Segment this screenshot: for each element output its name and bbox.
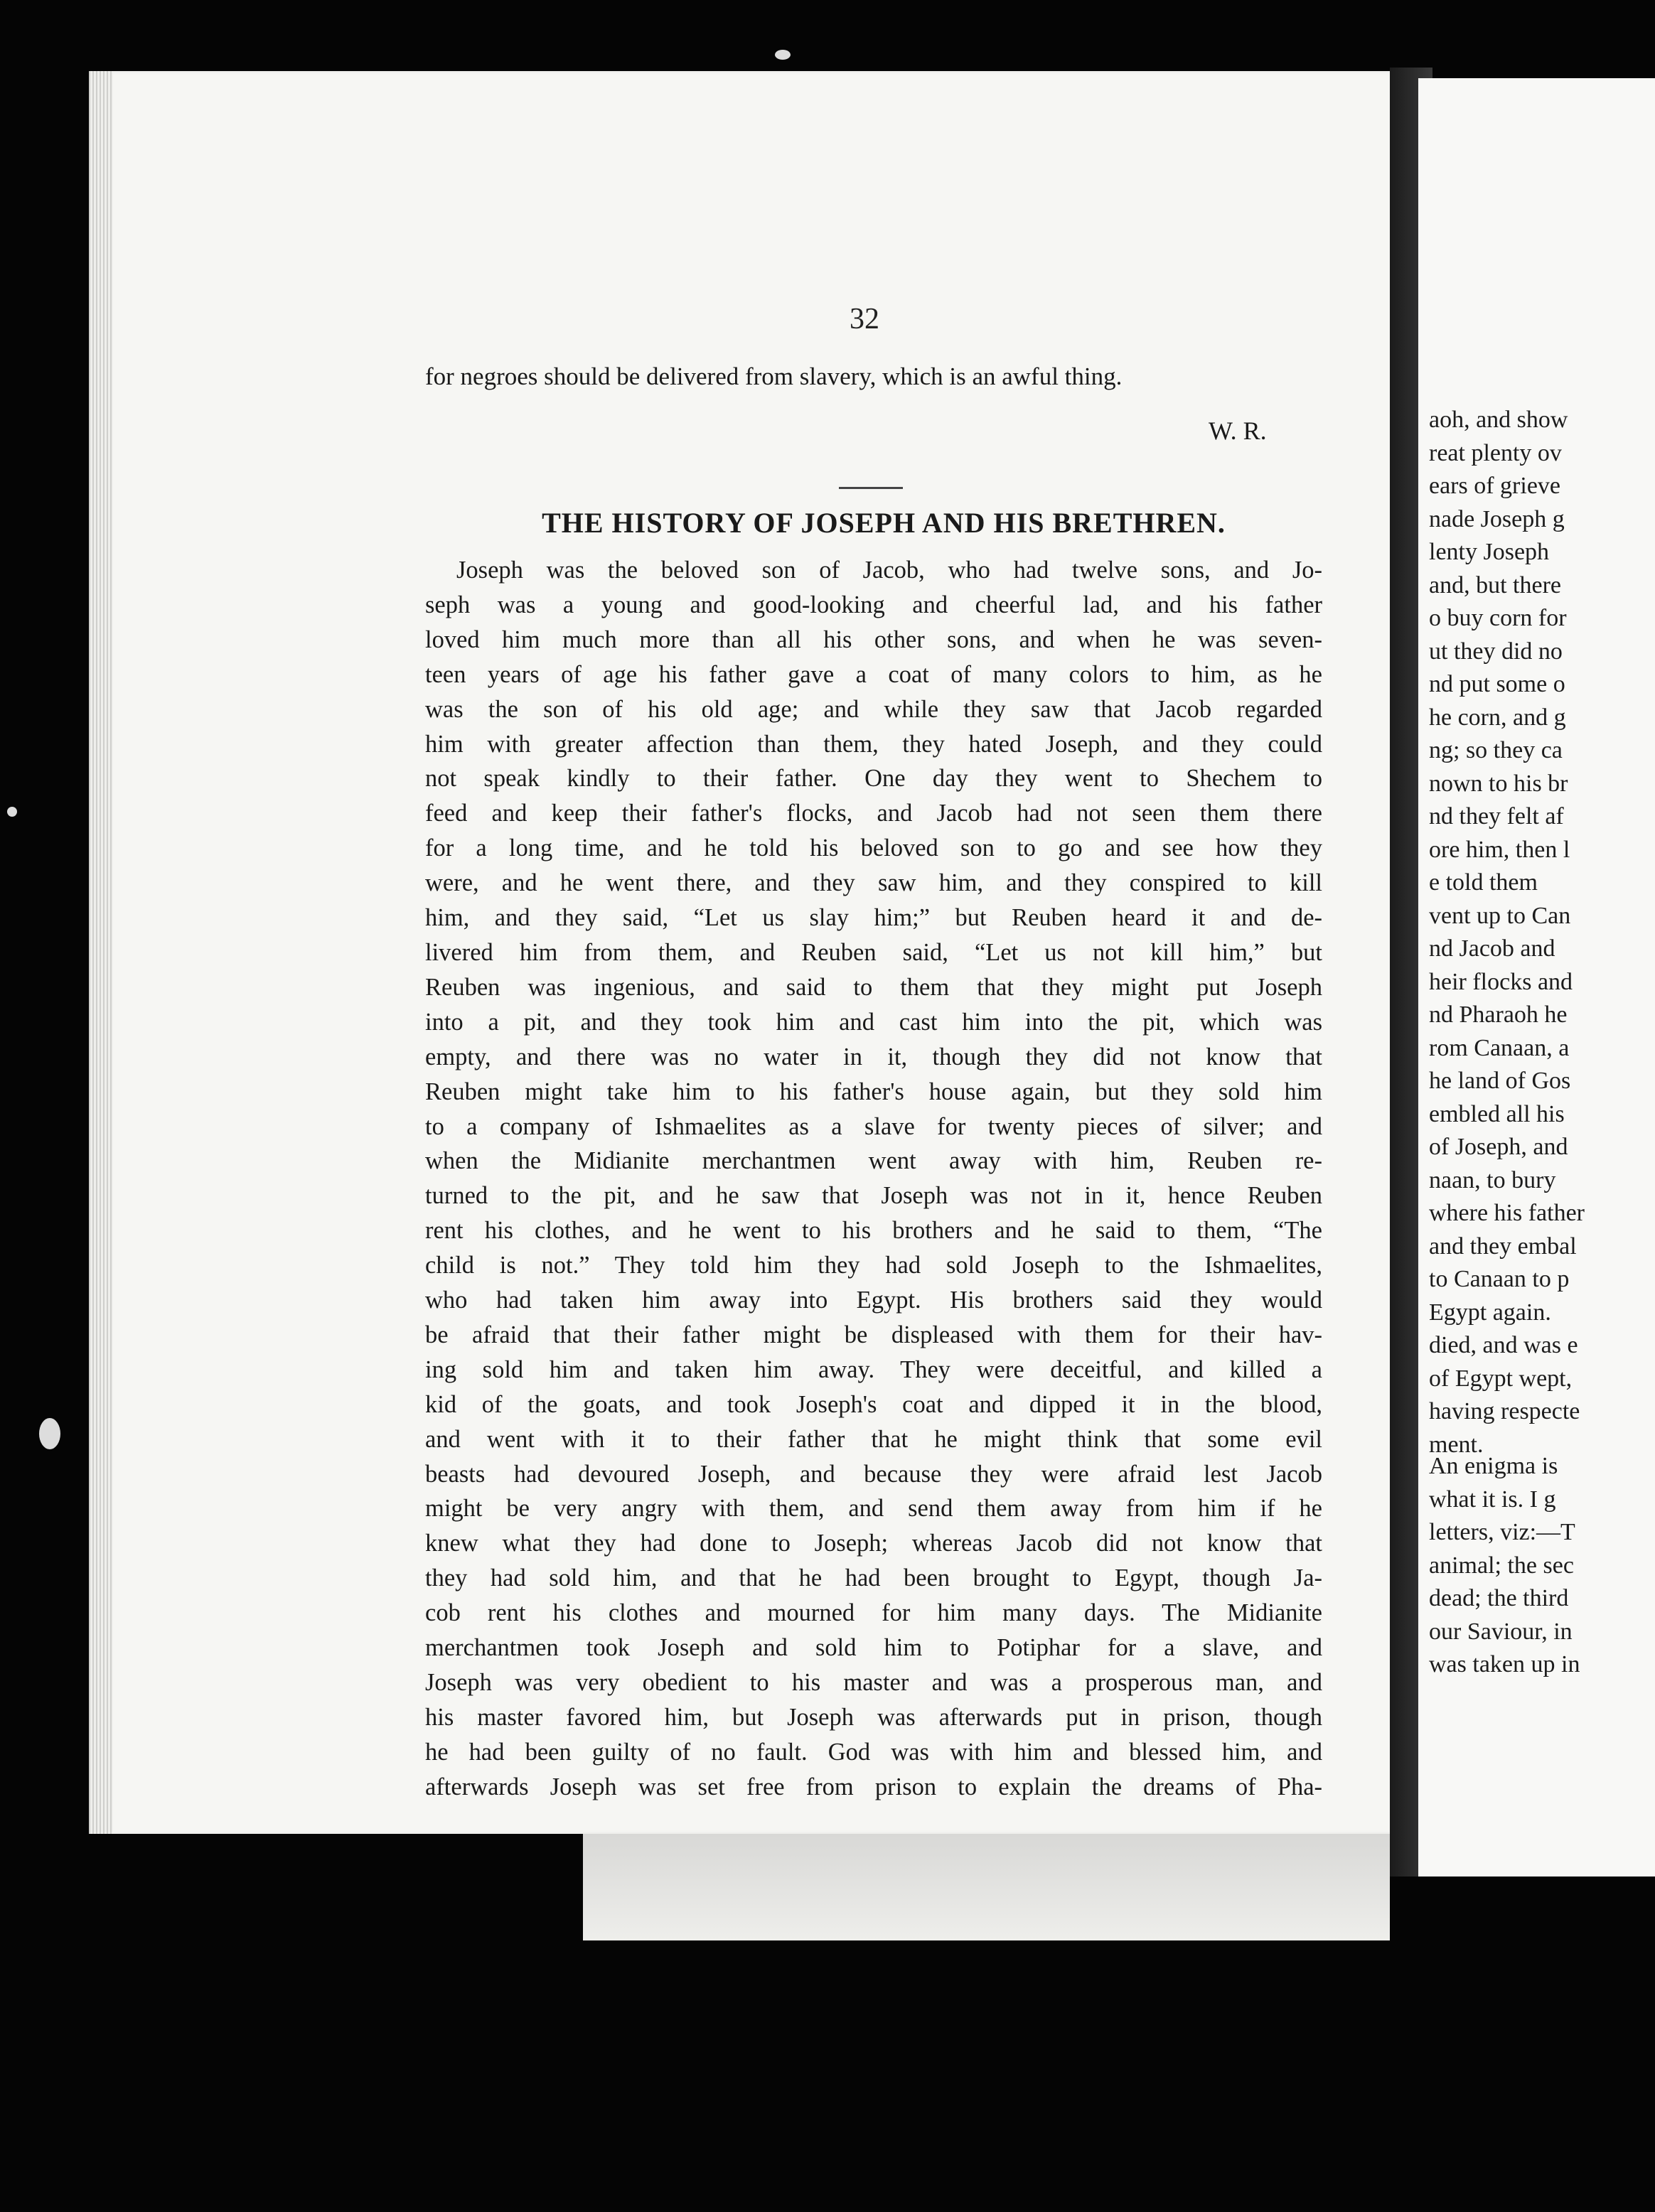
section-divider: [839, 487, 903, 489]
text-line: knew what they had done to Joseph; whereas Jacob did not know that: [425, 1530, 1322, 1557]
text-line: kid of the goats, and took Joseph's coat and dipped it in the blood,: [425, 1390, 1322, 1418]
text-line: dead; the third: [1429, 1585, 1569, 1611]
intro-paragraph: [425, 361, 1322, 392]
text-line: An enigma is: [1429, 1453, 1558, 1479]
text-line: lenty Joseph: [1429, 539, 1550, 565]
text-line: he corn, and g: [1429, 704, 1566, 731]
text-line: and they embal: [1429, 1233, 1577, 1260]
text-line: merchantmen took Joseph and sold him to Potiphar for a slave, and: [425, 1634, 1322, 1662]
text-line: cob rent his clothes and mourned for him many days. The Midianite: [425, 1599, 1322, 1627]
scan-speck: [775, 50, 791, 60]
text-line: naan, to bury: [1429, 1166, 1556, 1193]
text-line: letters, viz:—T: [1429, 1519, 1575, 1545]
text-line: what it is. I g: [1429, 1486, 1556, 1513]
text-line: who had taken him away into Egypt. His brothers said they would: [425, 1287, 1322, 1314]
text-line: nown to his br: [1429, 770, 1568, 797]
text-line: Reuben might take him to his father's house again, but they sold him: [425, 1078, 1322, 1105]
signature: W. R.: [1209, 417, 1267, 445]
text-line: he had been guilty of no fault. God was with him and blessed him, and: [425, 1738, 1322, 1766]
text-line: seph was a young and good-looking and cheerful lad, and his father: [425, 591, 1322, 618]
text-line: Joseph was the beloved son of Jacob, who had twelve sons, and Jo-: [456, 557, 1322, 584]
text-line: teen years of age his father gave a coat of many colors to him, as he: [425, 660, 1322, 688]
text-line: be afraid that their father might be displeased with them for their hav-: [425, 1321, 1322, 1348]
text-line: nd they felt af: [1429, 803, 1564, 830]
text-line: nd Jacob and: [1429, 935, 1555, 962]
text-line: rent his clothes, and he went to his brothers and he said to them, “The: [425, 1217, 1322, 1245]
text-line: ing sold him and taken him away. They were deceitful, and killed a: [425, 1355, 1322, 1383]
text-line: e told them: [1429, 869, 1538, 896]
text-line: were, and he went there, and they saw him, and they conspired to kill: [425, 869, 1322, 897]
text-line: Joseph was very obedient to his master and was a prosperous man, and: [425, 1669, 1322, 1696]
text-line: not speak kindly to their father. One day they went to Shechem to: [425, 765, 1322, 793]
text-line: into a pit, and they took him and cast him into the pit, which was: [425, 1008, 1322, 1036]
text-line: ng; so they ca: [1429, 737, 1563, 763]
text-line: of Joseph, and: [1429, 1134, 1568, 1160]
text-line: was the son of his old age; and while they saw that Jacob regarded: [425, 695, 1322, 723]
text-line: he land of Gos: [1429, 1068, 1571, 1094]
page-number: 32: [850, 303, 879, 335]
text-line: his master favored him, but Joseph was afterwards put in prison, though: [425, 1703, 1322, 1731]
text-line: him with greater affection than them, they hated Joseph, and they could: [425, 730, 1322, 758]
text-line: ears of grieve: [1429, 473, 1561, 499]
text-line: might be very angry with them, and send them away from him if he: [425, 1495, 1322, 1523]
scan-speck: [39, 1418, 60, 1449]
text-line: of Egypt wept,: [1429, 1365, 1573, 1392]
text-line: they had sold him, and that he had been brought to Egypt, though Ja-: [425, 1564, 1322, 1592]
text-line: afterwards Joseph was set free from prison to explain the dreams of Pha-: [425, 1773, 1322, 1800]
intro-text: for negroes should be delivered from slavery, which is an awful thing.: [425, 363, 1123, 390]
text-line: ore him, then l: [1429, 836, 1570, 863]
text-line: died, and was e: [1429, 1332, 1578, 1358]
text-line: nade Joseph g: [1429, 505, 1565, 532]
text-line: empty, and there was no water in it, though they did not know that: [425, 1043, 1322, 1070]
text-line: nd Pharaoh he: [1429, 1002, 1568, 1028]
text-line: and went with it to their father that he might think that some evil: [425, 1425, 1322, 1453]
text-line: child is not.” They told him they had sold Joseph to the Ishmaelites,: [425, 1252, 1322, 1279]
text-line: Reuben was ingenious, and said to them that they might put Joseph: [425, 973, 1322, 1001]
page-stack-edge: [89, 71, 113, 1834]
text-line: vent up to Can: [1429, 902, 1571, 929]
text-line: beasts had devoured Joseph, and because they were afraid lest Jacob: [425, 1460, 1322, 1488]
text-line: o buy corn for: [1429, 605, 1567, 631]
text-line: rom Canaan, a: [1429, 1034, 1570, 1061]
text-line: when the Midianite merchantmen went away with him, Reuben re-: [425, 1147, 1322, 1175]
text-line: reat plenty ov: [1429, 439, 1562, 466]
text-line: where his father: [1429, 1200, 1585, 1226]
text-line: our Saviour, in: [1429, 1618, 1573, 1645]
article-title: THE HISTORY OF JOSEPH AND HIS BRETHREN.: [542, 507, 1226, 539]
text-line: aoh, and show: [1429, 407, 1568, 433]
opposite-page-text: [1429, 404, 1655, 1461]
text-line: ut they did no: [1429, 638, 1563, 665]
text-line: and, but there: [1429, 571, 1561, 598]
text-line: loved him much more than all his other sons, and when he was seven-: [425, 626, 1322, 653]
text-line: embled all his: [1429, 1100, 1565, 1127]
text-line: heir flocks and: [1429, 968, 1573, 995]
text-line: to Canaan to p: [1429, 1266, 1570, 1292]
text-line: livered him from them, and Reuben said, “Let us not kill him,” but: [425, 938, 1322, 966]
text-line: ment.: [1429, 1431, 1484, 1458]
text-line: was taken up in: [1429, 1651, 1580, 1677]
scan-speck: [7, 807, 17, 817]
text-line: him, and they said, “Let us slay him;” but Reuben heard it and de-: [425, 904, 1322, 932]
text-line: to a company of Ishmaelites as a slave for twenty pieces of silver; and: [425, 1112, 1322, 1140]
text-line: feed and keep their father's flocks, and Jacob had not seen them there: [425, 800, 1322, 827]
page-stack-bottom: [583, 1834, 1390, 1940]
text-line: Egypt again.: [1429, 1299, 1551, 1326]
text-line: having respecte: [1429, 1398, 1580, 1424]
text-line: animal; the sec: [1429, 1552, 1574, 1579]
text-line: for a long time, and he told his beloved son to go and see how they: [425, 834, 1322, 862]
article-body: [425, 553, 1322, 1805]
text-line: turned to the pit, and he saw that Joseph was not in it, hence Reuben: [425, 1182, 1322, 1210]
text-line: nd put some o: [1429, 671, 1565, 697]
opposite-page-enigma: [1429, 1450, 1655, 1682]
